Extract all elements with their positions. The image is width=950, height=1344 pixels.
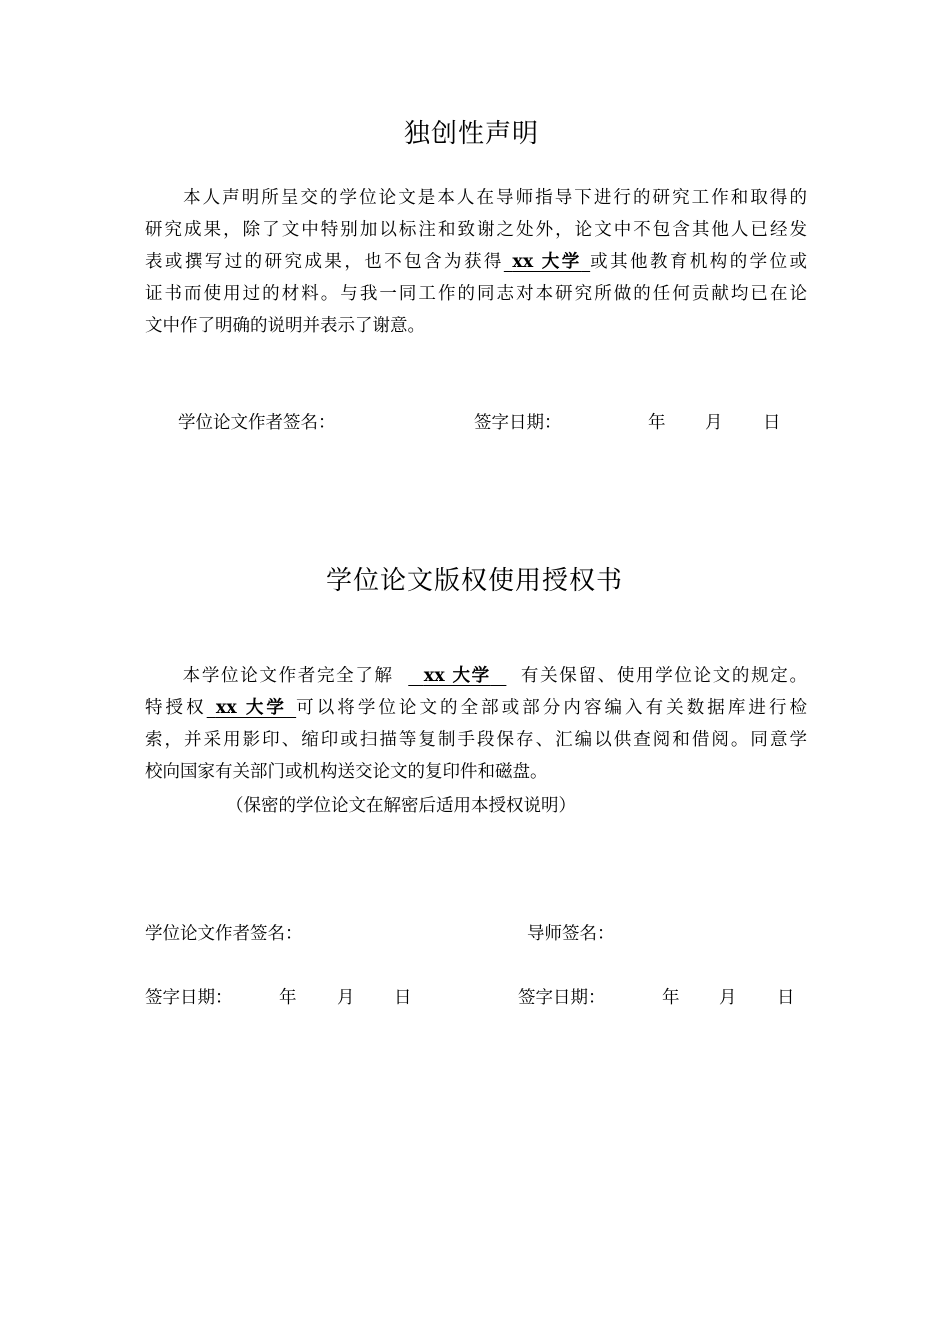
authorization-author-date-label: 签字日期： (145, 988, 233, 1008)
declaration-day: 日 (763, 413, 781, 433)
declaration-month: 月 (705, 413, 723, 433)
authorization-author-sign-label: 学位论文作者签名： (145, 924, 303, 944)
declaration-line-4: 证书而使用过的材料。与我一同工作的同志对本研究所做的任何贡献均已在论 (145, 284, 807, 304)
authorization-author-day: 日 (394, 988, 412, 1008)
authorization-advisor-sign-label: 导师签名： (527, 924, 615, 944)
authorization-author-year: 年 (279, 988, 297, 1008)
declaration-author-sign-label: 学位论文作者签名： (178, 413, 336, 433)
university-name: xx 大学 (215, 698, 287, 718)
declaration-year: 年 (648, 413, 666, 433)
university-name: xx 大学 (423, 666, 491, 686)
university-name: xx 大学 (512, 252, 582, 272)
authorization-author-month: 月 (337, 988, 355, 1008)
declaration-line-1: 本人声明所呈交的学位论文是本人在导师指导下进行的研究工作和取得的 (181, 188, 807, 208)
authorization-line-3: 索，并采用影印、缩印或扫描等复制手段保存、汇编以供查阅和借阅。同意学 (145, 730, 807, 750)
declaration-line-3: 表或撰写过的研究成果，也不包含为获得 xx 大学 或其他教育机构的学位或 (145, 252, 808, 272)
authorization-line-4: 校向国家有关部门或机构送交论文的复印件和磁盘。 (145, 762, 548, 782)
declaration-line-2: 研究成果，除了文中特别加以标注和致谢之处外，论文中不包含其他人已经发 (145, 220, 807, 240)
authorization-advisor-day: 日 (777, 988, 795, 1008)
declaration-title: 独创性声明 (404, 119, 540, 149)
authorization-body (145, 660, 807, 788)
declaration-date-label: 签字日期： (474, 413, 562, 433)
authorization-title: 学位论文版权使用授权书 (326, 566, 624, 596)
declaration-line-5: 文中作了明确的说明并表示了谢意。 (145, 316, 425, 336)
authorization-advisor-year: 年 (662, 988, 680, 1008)
authorization-line-2: 特授权 xx 大学 可以将学位论文的全部或部分内容编入有关数据库进行检 (145, 698, 808, 718)
authorization-line-1: 本学位论文作者完全了解 xx 大学 有关保留、使用学位论文的规定。 (181, 666, 807, 686)
authorization-note: （保密的学位论文在解密后适用本授权说明） (226, 796, 576, 816)
authorization-advisor-date-label: 签字日期： (518, 988, 606, 1008)
declaration-body (145, 182, 807, 342)
authorization-advisor-month: 月 (719, 988, 737, 1008)
